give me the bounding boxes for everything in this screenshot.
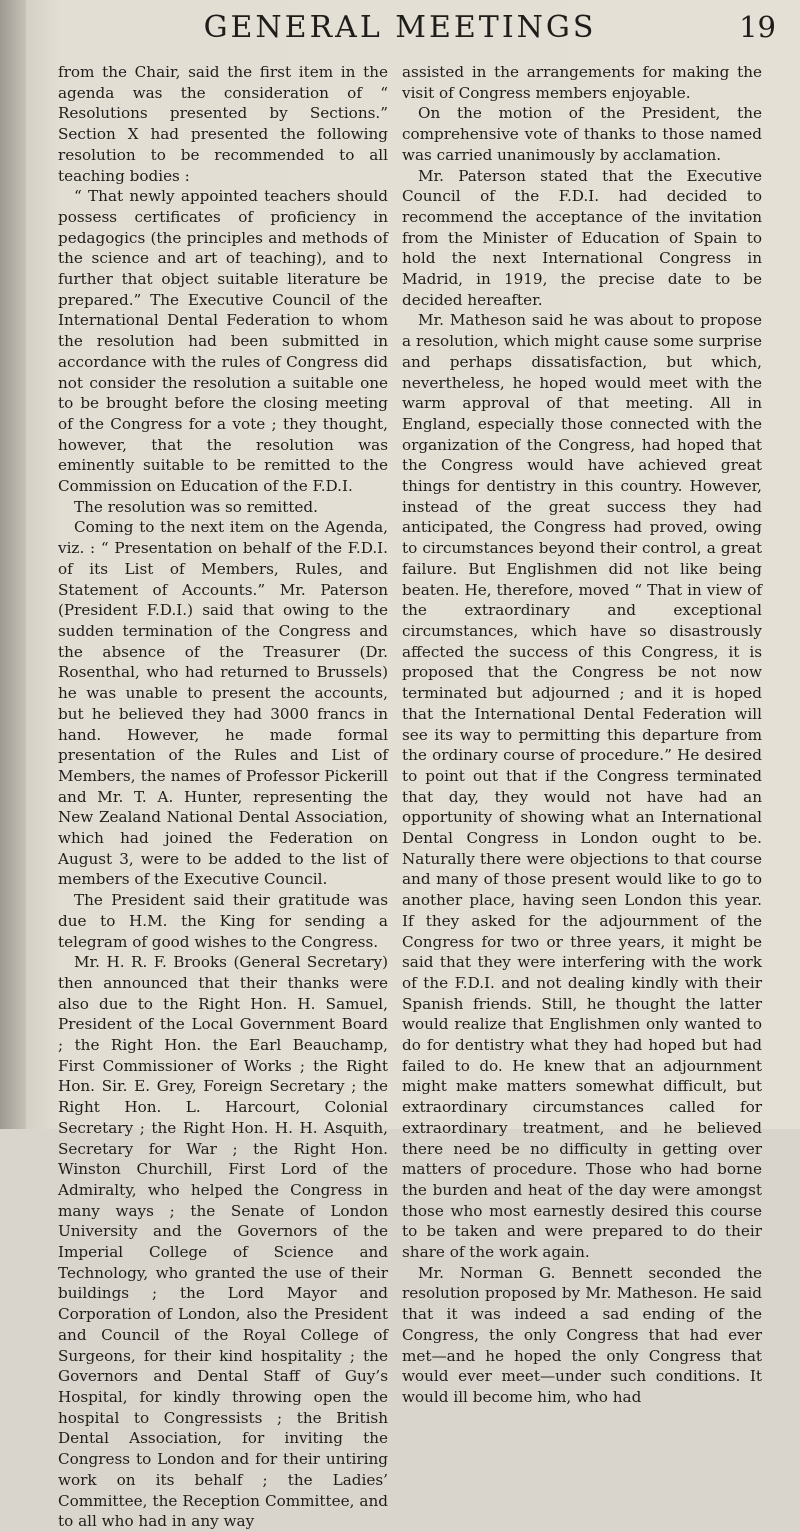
page-number: 19 bbox=[739, 10, 776, 44]
paragraph: from the Chair, said the first item in the agenda was the consideration of “ Resolutions presented by Sections.” Section X had presented the following resolution to be recommended to all teaching bodies : bbox=[58, 63, 388, 185]
page-header bbox=[0, 8, 800, 58]
paragraph: The resolution was so remitted. bbox=[74, 497, 318, 516]
right-column bbox=[402, 62, 762, 1408]
page-gutter-shadow bbox=[0, 0, 26, 1129]
paragraph: The President said their gratitude was due to H.M. the King for sending a telegram of good wishes to the Congress. bbox=[58, 891, 388, 951]
left-column bbox=[58, 62, 388, 1532]
paragraph: Mr. H. R. F. Brooks (General Secretary) then announced that their thanks were also due to the Right Hon. H. Samuel, President of the Local Government Board ; the Right Hon. the Earl Beauchamp, First Commissioner of Works ; the Right Hon. Sir. E. Grey, Foreign Secretary ; the Right Hon. L. Harcourt, Colonial Secretary ; the Right Hon. H. H. Asquith, Secretary for War ; the Right Hon. Winston Churchill, First Lord of the Admiralty, who helped the Congress in many ways ; the Senate of London University and the Governors of the Imperial College of Science and Technology, who granted the use of their buildings ; the Lord Mayor and Corporation of London, also the President and Council of the Royal College of Surgeons, for their kind hospitality ; the Governors and Dental Staff of Guy’s Hospital, for kindly throwing open the hospital to Congressists ; the British Dental Association, for inviting the Congress to London and for their untiring work on its behalf ; the Ladies’ Committee, the Reception Committee, and to all who had in any way bbox=[58, 953, 388, 1531]
paragraph: Mr. Matheson said he was about to propose a resolution, which might cause some surprise and perhaps dissatisfaction, but which, nevertheless, he hoped would meet with the warm approval of that meeting. All in England, especially those connected with the organization of the Congress, had hoped that the Congress would have achieved great things for dentistry in this country. However, instead of the great success they had anticipated, the Congress had proved, owing to circumstances beyond their control, a great failure. But Englishmen did not like being beaten. He, therefore, moved “ That in view of the extraordinary and exceptional circumstances, which have so disastrously affected the success of this Congress, it is proposed that the Congress be not now terminated but adjourned ; and it is hoped that the International Dental Federation will see its way to permitting this departure from the ordinary course of procedure.” He desired to point out that if the Congress terminated that day, they would not have had an opportunity of showing what an International Dental Congress in London ought to be. Naturally there were objections to that course and many of those present would like to go to another place, having seen London this year. If they asked for the adjournment of the Congress for two or three years, it might be said that they were interfering with the work of the F.D.I. and not dealing kindly with their Spanish friends. Still, he thought the latter would realize that Englishmen only wanted to do for dentistry what they had hoped but had failed to do. He knew that an adjournment might make matters somewhat difficult, but extraordinary circumstances called for extraordinary treatment, and he believed there need be no difficulty in getting over matters of procedure. Those who had borne the burden and heat of the day were amongst those who most earnestly desired this course to be taken and were prepared to do their share of the work again. bbox=[402, 311, 762, 1262]
paragraph: Mr. Paterson stated that the Executive Council of the F.D.I. had decided to recommend the acceptance of the invitation from the Minister of Education of Spain to hold the next International Congress in Madrid, in 1919, the precise date to be decided hereafter. bbox=[402, 166, 762, 309]
paragraph: Mr. Norman G. Bennett seconded the resolution proposed by Mr. Matheson. He said that it was indeed a sad ending of the Congress, the only Congress that had ever met—and he hoped the only Congress that would ever meet—under such conditions. It would ill become him, who had bbox=[402, 1263, 762, 1406]
running-head: GENERAL MEETINGS bbox=[203, 10, 597, 45]
paragraph: assisted in the arrangements for making the visit of Congress members enjoyable. bbox=[402, 63, 762, 102]
paragraph: “ That newly appointed teachers should possess certificates of proficiency in pedagogics (the principles and methods of the science and art of teaching), and to further that object suitable literature be prepared.” The Executive Council of the International Dental Federation to whom the resolution had been submitted in accordance with the rules of Congress did not consider the resolution a suitable one to be brought before the closing meeting of the Congress for a vote ; they thought, however, that the resolution was eminently suitable to be remitted to the Commission on Education of the F.D.I. bbox=[58, 187, 388, 496]
paragraph: On the motion of the President, the comprehensive vote of thanks to those named was carried unanimously by acclamation. bbox=[402, 104, 762, 164]
paragraph: Coming to the next item on the Agenda, viz. : “ Presentation on behalf of the F.D.I. of its List of Members, Rules, and Statement of Accounts.” Mr. Paterson (President F.D.I.) said that owing to the sudden termination of the Congress and the absence of the Treasurer (Dr. Rosenthal, who had returned to Brussels) he was unable to present the accounts, but he believed they had 3000 francs in hand. However, he made formal presentation of the Rules and List of Members, the names of Professor Pickerill and Mr. T. A. Hunter, representing the New Zealand National Dental Association, which had joined the Federation on August 3, were to be added to the list of members of the Executive Council. bbox=[58, 518, 388, 889]
